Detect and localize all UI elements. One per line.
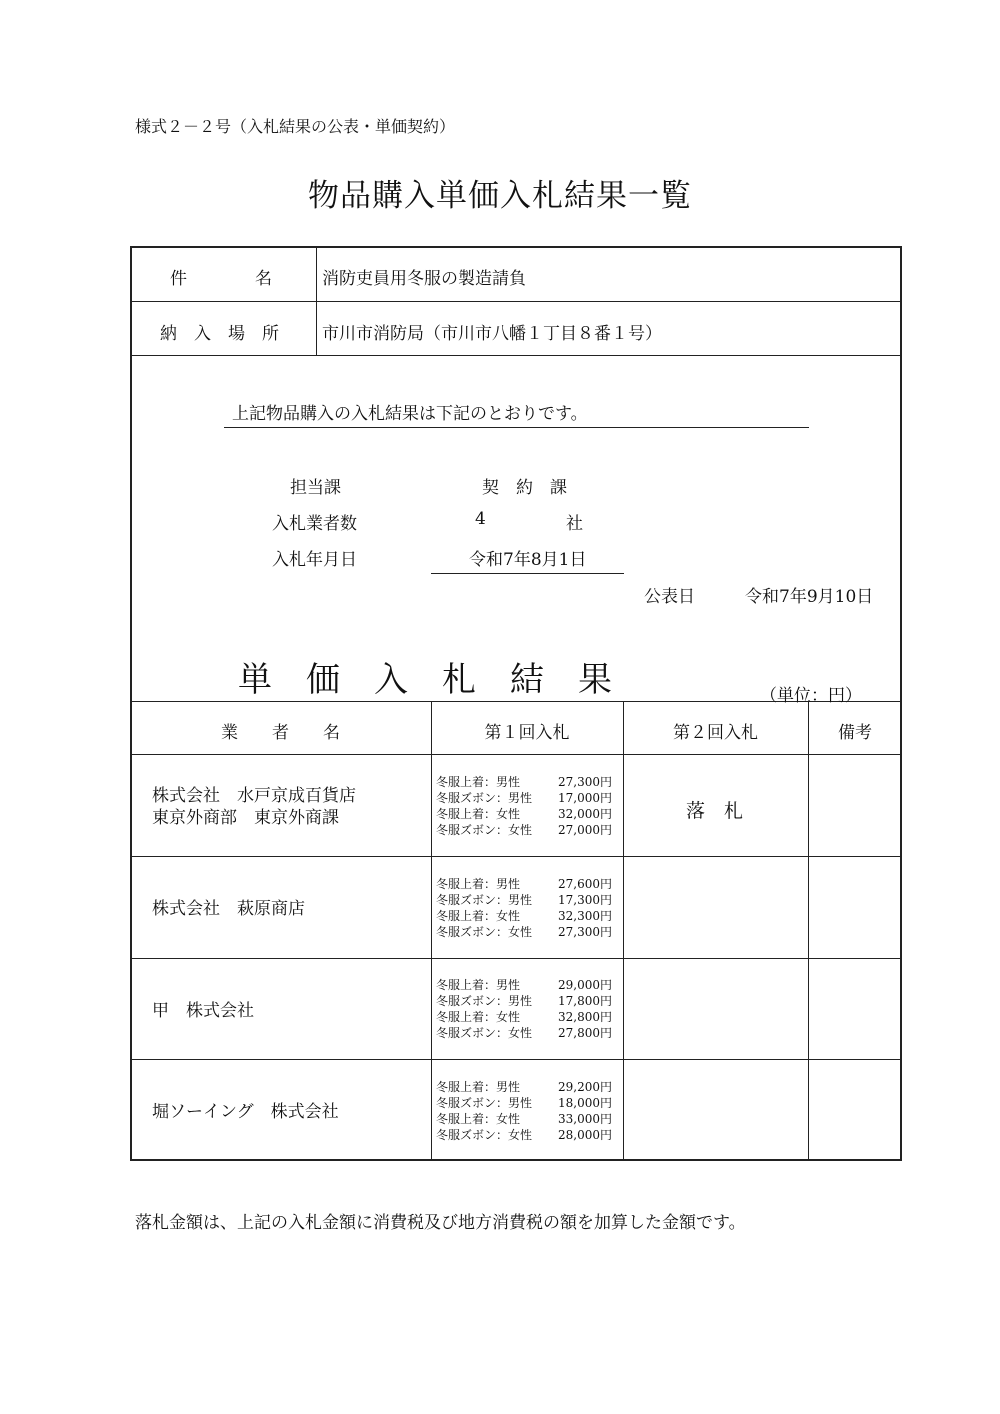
divider xyxy=(808,701,809,1161)
bid-amount: 27,800円 xyxy=(558,1026,612,1040)
award-mark: 落 札 xyxy=(686,800,744,822)
footnote: 落札金額は、上記の入札金額に消費税及び地方消費税の額を加算した金額です。 xyxy=(135,1213,746,1233)
bidder-name-line: 株式会社 萩原商店 xyxy=(152,899,305,919)
bid-row xyxy=(436,993,612,1009)
bid-row xyxy=(436,1079,612,1095)
bid-amount: 17,000円 xyxy=(558,791,612,805)
divider xyxy=(130,754,902,755)
bid-item: 冬服上着：男性 xyxy=(436,978,521,992)
bid-amount: 27,300円 xyxy=(558,775,612,789)
bidder-name-line: 堀ソーイング 株式会社 xyxy=(152,1102,339,1122)
bidder-name xyxy=(152,1101,339,1123)
divider xyxy=(130,1059,902,1060)
section-title: 単 価 入 札 結 果 xyxy=(238,660,612,700)
bid-amount: 27,000円 xyxy=(558,823,612,837)
bid-item: 冬服上着：男性 xyxy=(436,877,521,891)
divider xyxy=(130,856,902,857)
bid-amount: 18,000円 xyxy=(558,1096,612,1110)
bid-amount: 33,000円 xyxy=(558,1112,612,1126)
divider xyxy=(316,246,317,356)
header-round2: 第２回入札 xyxy=(673,723,758,743)
bid-row xyxy=(436,1009,612,1025)
bid-row xyxy=(436,790,612,806)
bid-amount: 27,300円 xyxy=(558,925,612,939)
bid-amount: 17,300円 xyxy=(558,893,612,907)
bid-item: 冬服上着：男性 xyxy=(436,775,521,789)
bid-item: 冬服ズボン：女性 xyxy=(436,823,533,837)
bidder-name xyxy=(152,898,305,920)
bid-row xyxy=(436,1025,612,1041)
bid-item: 冬服上着：男性 xyxy=(436,1080,521,1094)
bid-row xyxy=(436,774,612,790)
bidder-count-value: 4 xyxy=(475,509,486,529)
header-round1: 第１回入札 xyxy=(484,723,570,743)
subject-value: 消防吏員用冬服の製造請負 xyxy=(322,269,526,289)
intro-text: 上記物品購入の入札結果は下記のとおりです。 xyxy=(232,404,588,424)
bid-row xyxy=(436,1127,612,1143)
dept-label: 担当課 xyxy=(290,478,341,498)
form-number: 様式２－２号（入札結果の公表・単価契約） xyxy=(135,117,456,136)
bid-row xyxy=(436,1095,612,1111)
bid-item: 冬服ズボン：男性 xyxy=(436,994,533,1008)
bidder-name-line: 株式会社 水戸京成百貨店 xyxy=(152,786,356,806)
publication-label: 公表日 xyxy=(644,587,695,607)
date-underline xyxy=(431,573,624,574)
bid-row xyxy=(436,876,612,892)
bid-item: 冬服ズボン：男性 xyxy=(436,791,533,805)
dept-value: 契 約 課 xyxy=(482,478,567,498)
bid-item: 冬服ズボン：女性 xyxy=(436,1128,533,1142)
bid-row xyxy=(436,822,612,838)
subject-label: 件 名 xyxy=(170,269,272,289)
bid-item: 冬服上着：女性 xyxy=(436,1010,521,1024)
divider xyxy=(130,301,902,302)
bid-amount: 27,600円 xyxy=(558,877,612,891)
bid-row xyxy=(436,977,612,993)
bid-item: 冬服ズボン：女性 xyxy=(436,1026,533,1040)
divider xyxy=(431,701,432,1161)
bid-item: 冬服上着：女性 xyxy=(436,1112,521,1126)
bid-amount: 29,200円 xyxy=(558,1080,612,1094)
bidder-count-unit: 社 xyxy=(566,514,583,534)
bid-item: 冬服ズボン：男性 xyxy=(436,1096,533,1110)
header-remarks: 備考 xyxy=(838,723,872,743)
bid-amount: 32,000円 xyxy=(558,807,612,821)
bidder-name xyxy=(152,785,356,829)
publication-date: 令和7年9月10日 xyxy=(745,587,874,607)
bid-row xyxy=(436,924,612,940)
bid-row xyxy=(436,892,612,908)
bidder-count-label: 入札業者数 xyxy=(272,514,357,534)
bid-item: 冬服上着：女性 xyxy=(436,909,521,923)
bid-amount: 28,000円 xyxy=(558,1128,612,1142)
bid-list xyxy=(436,977,612,1041)
bidder-name xyxy=(152,1000,254,1022)
intro-underline xyxy=(224,427,809,428)
bid-item: 冬服上着：女性 xyxy=(436,807,521,821)
bid-row xyxy=(436,1111,612,1127)
bid-amount: 32,300円 xyxy=(558,909,612,923)
bid-item: 冬服ズボン：女性 xyxy=(436,925,533,939)
divider xyxy=(130,958,902,959)
bid-list xyxy=(436,876,612,940)
page-title: 物品購入単価入札結果一覧 xyxy=(308,178,692,214)
bid-row xyxy=(436,806,612,822)
header-bidder: 業 者 名 xyxy=(221,723,340,743)
bid-row xyxy=(436,908,612,924)
bidder-name-line: 甲 株式会社 xyxy=(152,1001,254,1021)
delivery-label: 納 入 場 所 xyxy=(160,324,279,344)
bid-date-value: 令和7年8月1日 xyxy=(469,550,587,570)
bid-date-label: 入札年月日 xyxy=(272,550,357,570)
bid-amount: 32,800円 xyxy=(558,1010,612,1024)
bid-item: 冬服ズボン：男性 xyxy=(436,893,533,907)
bidder-name-line: 東京外商部 東京外商課 xyxy=(152,808,339,828)
unit-note: （単位：円） xyxy=(760,686,862,706)
divider xyxy=(623,701,624,1161)
divider xyxy=(130,355,902,356)
bid-amount: 17,800円 xyxy=(558,994,612,1008)
delivery-value: 市川市消防局（市川市八幡１丁目８番１号） xyxy=(322,324,662,344)
bid-amount: 29,000円 xyxy=(558,978,612,992)
bid-list xyxy=(436,1079,612,1143)
bid-list xyxy=(436,774,612,838)
